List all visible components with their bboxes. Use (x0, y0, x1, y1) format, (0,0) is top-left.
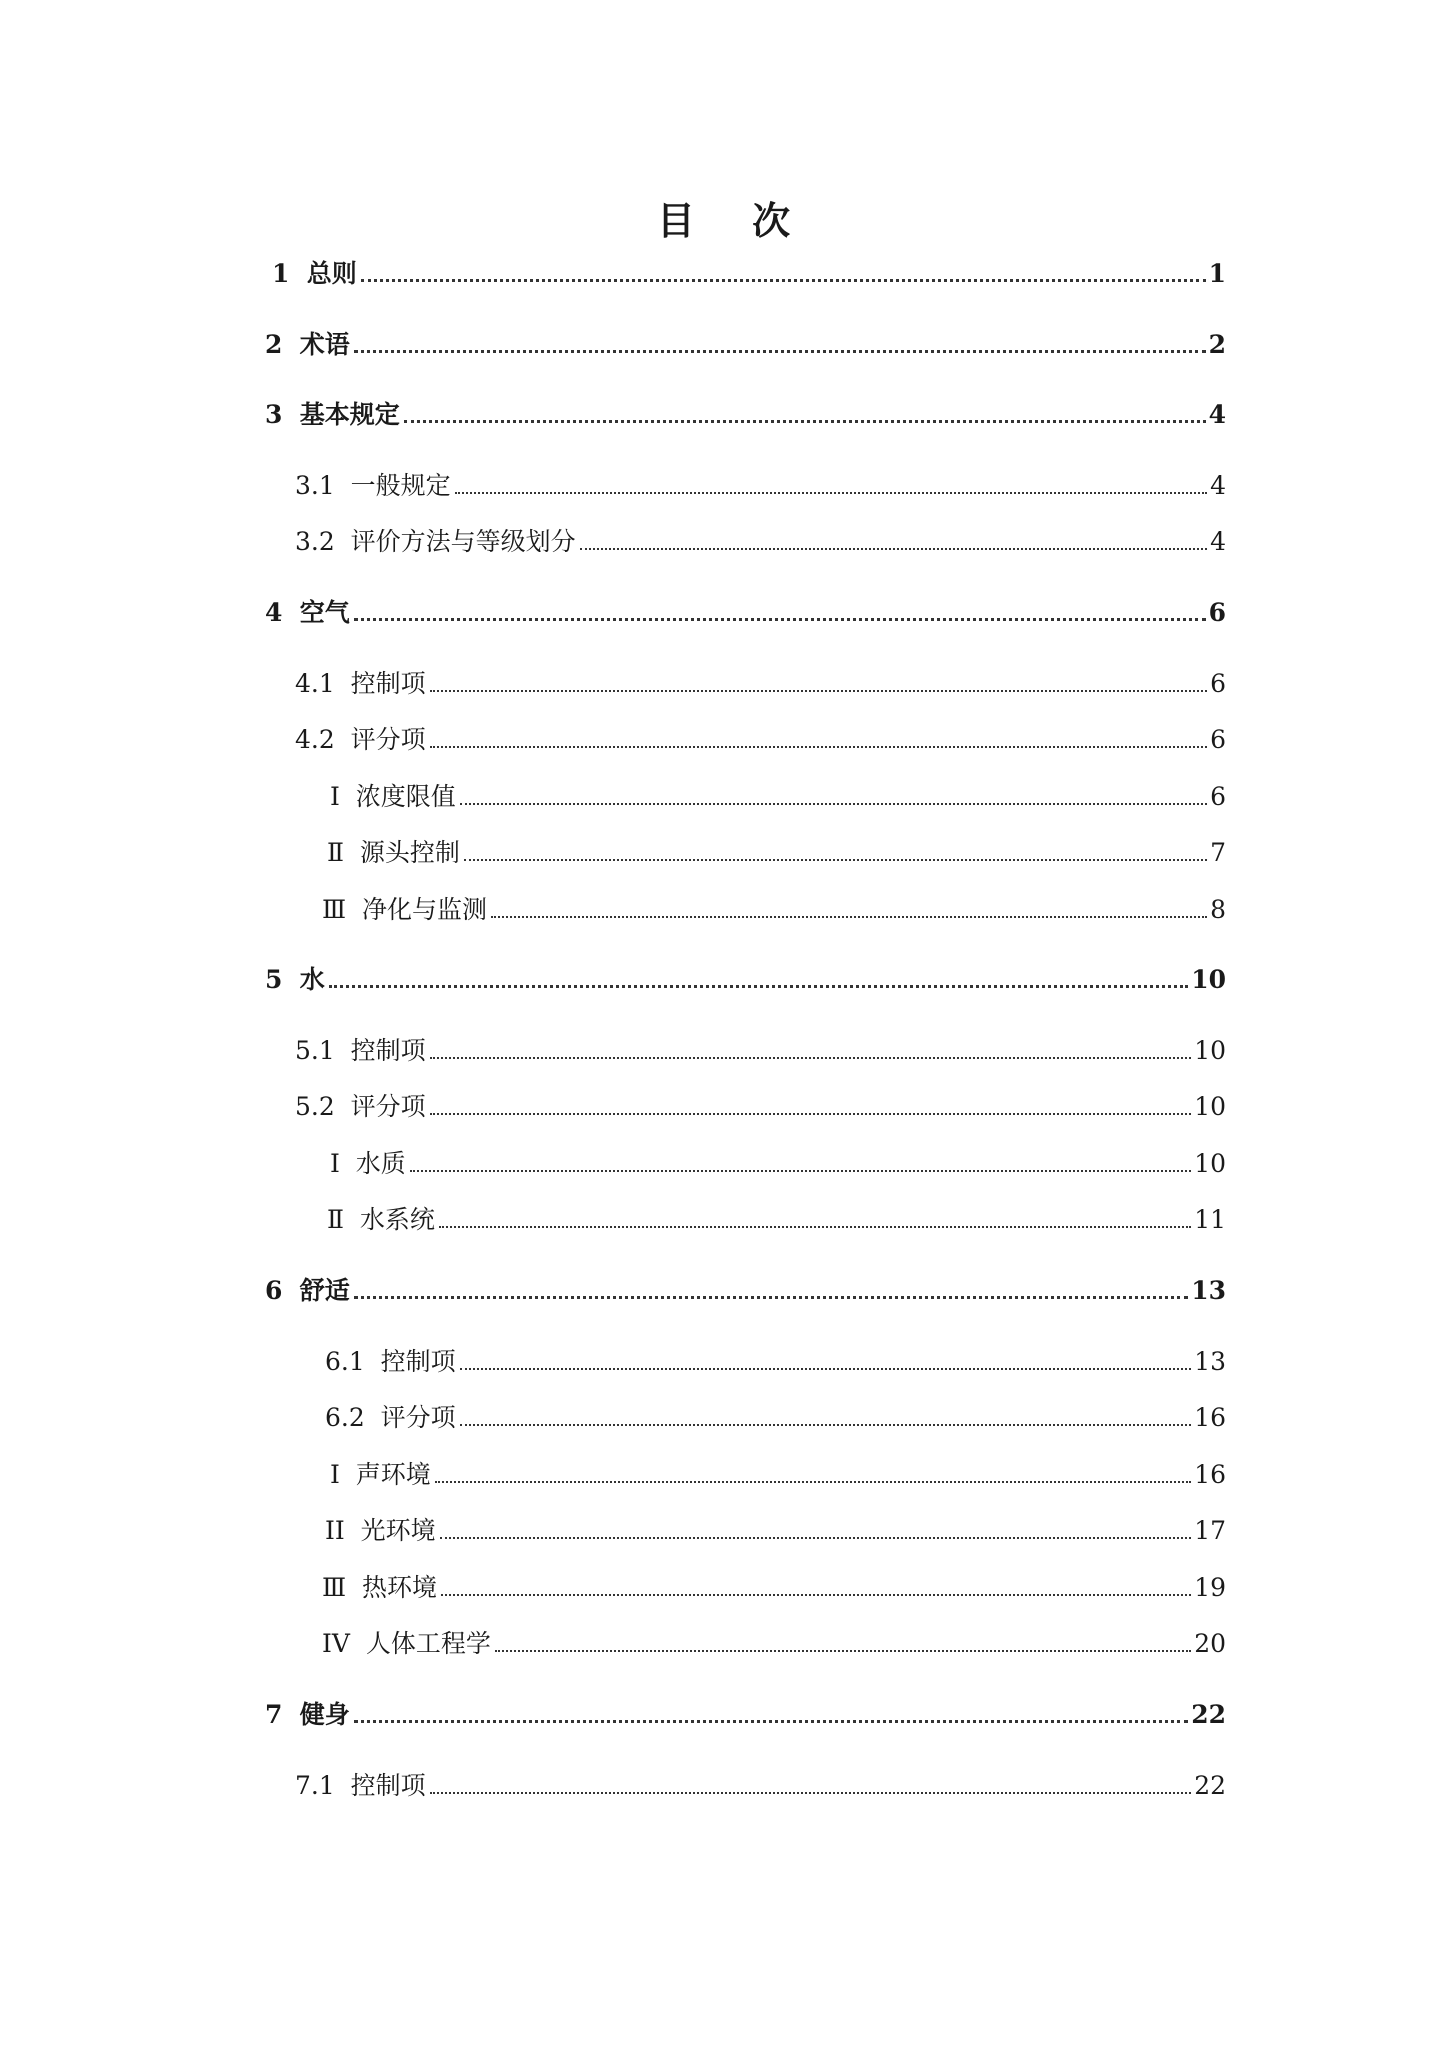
toc-entry[interactable] (265, 1274, 1226, 1308)
toc-entry[interactable] (295, 1090, 1226, 1124)
toc-entry-label: 7.1 控制项 (295, 1771, 426, 1800)
toc-entry-label: 4.2 评分项 (295, 725, 426, 754)
dot-leader (441, 1594, 1191, 1596)
toc-entry-page: 20 (1194, 1629, 1226, 1658)
toc-entry-page: 19 (1194, 1573, 1226, 1602)
toc-entry[interactable] (265, 1698, 1226, 1732)
dot-leader (440, 1537, 1192, 1539)
toc-entry-page: 16 (1194, 1403, 1226, 1432)
dot-leader (354, 618, 1206, 621)
toc-entry[interactable] (295, 723, 1226, 757)
toc-entry-page: 17 (1194, 1516, 1226, 1545)
toc-entry-page: 6 (1210, 725, 1226, 754)
toc-entry-page: 1 (1208, 259, 1226, 288)
toc-entry-label: 3 基本规定 (265, 400, 400, 429)
toc-entry-label: 2 术语 (265, 330, 350, 359)
toc-entry[interactable] (295, 525, 1226, 559)
toc-entry[interactable] (322, 1627, 1226, 1661)
dot-leader (329, 985, 1188, 988)
toc-entry-page: 16 (1194, 1460, 1226, 1489)
toc-entry-label: Ⅰ 水质 (330, 1149, 406, 1178)
toc-entry[interactable] (325, 1514, 1226, 1548)
dot-leader (580, 548, 1207, 550)
toc-entry-page: 22 (1191, 1700, 1226, 1729)
toc-entry-label: 4 空气 (265, 598, 350, 627)
toc-entry[interactable] (295, 469, 1226, 503)
dot-leader (430, 746, 1207, 748)
toc-entry-label: 3.1 一般规定 (295, 471, 451, 500)
dot-leader (455, 492, 1207, 494)
toc-entry[interactable] (295, 1769, 1226, 1803)
dot-leader (430, 1113, 1192, 1115)
toc-entry-page: 10 (1194, 1036, 1226, 1065)
toc-entry[interactable] (330, 1147, 1226, 1181)
toc-entry-label: 4.1 控制项 (295, 669, 426, 698)
toc-entry-page: 11 (1194, 1205, 1226, 1234)
dot-leader (460, 803, 1207, 805)
toc-entry[interactable] (295, 667, 1226, 701)
toc-entry-label: 5.1 控制项 (295, 1036, 426, 1065)
toc-entry-page: 6 (1208, 598, 1226, 627)
toc-entry-label: 6.2 评分项 (325, 1403, 456, 1432)
toc-entry-label: Ⅰ 声环境 (330, 1460, 431, 1489)
toc-entry[interactable] (265, 963, 1226, 997)
toc-entry-page: 10 (1194, 1149, 1226, 1178)
dot-leader (491, 916, 1207, 918)
dot-leader (460, 1368, 1192, 1370)
toc-entry-page: 6 (1210, 782, 1226, 811)
toc-entry-label: 1 总则 (272, 259, 357, 288)
toc-entry[interactable] (272, 257, 1226, 291)
toc-entry-page: 10 (1191, 965, 1226, 994)
toc-entry[interactable] (325, 1345, 1226, 1379)
toc-entry-label: Ⅲ 净化与监测 (322, 895, 488, 924)
toc-entry-label: IV 人体工程学 (322, 1629, 491, 1658)
dot-leader (430, 690, 1207, 692)
toc-entry[interactable] (330, 1458, 1226, 1492)
toc-entry-page: 4 (1210, 471, 1226, 500)
toc-entry-page: 7 (1210, 838, 1226, 867)
toc-entry[interactable] (327, 836, 1226, 870)
dot-leader (495, 1650, 1191, 1652)
dot-leader (439, 1226, 1191, 1228)
toc-entry-label: 5.2 评分项 (295, 1092, 426, 1121)
toc-entry[interactable] (325, 1401, 1226, 1435)
toc-entry-label: 7 健身 (265, 1700, 350, 1729)
dot-leader (410, 1170, 1191, 1172)
toc-entry[interactable] (330, 780, 1226, 814)
toc-title: 目 次 (656, 198, 813, 243)
toc-entry-label: II 光环境 (325, 1516, 436, 1545)
dot-leader (354, 350, 1206, 353)
toc-entry[interactable] (327, 1203, 1226, 1237)
toc-entry-label: 6.1 控制项 (325, 1347, 456, 1376)
toc-entry[interactable] (322, 1571, 1226, 1605)
dot-leader (430, 1057, 1192, 1059)
dot-leader (430, 1792, 1192, 1794)
toc-entry-page: 6 (1210, 669, 1226, 698)
toc-entry-label: Ⅱ 源头控制 (327, 838, 460, 867)
dot-leader (361, 279, 1206, 282)
toc-entry[interactable] (322, 893, 1226, 927)
toc-entry[interactable] (265, 328, 1226, 362)
toc-entry[interactable] (265, 398, 1226, 432)
toc-entry[interactable] (295, 1034, 1226, 1068)
toc-entry-label: Ⅰ 浓度限值 (330, 782, 456, 811)
dot-leader (354, 1296, 1188, 1299)
dot-leader (354, 1720, 1188, 1723)
toc-entry[interactable] (265, 596, 1226, 630)
toc-entry-page: 13 (1191, 1276, 1226, 1305)
toc-entry-label: Ⅲ 热环境 (322, 1573, 438, 1602)
toc-entry-page: 13 (1194, 1347, 1226, 1376)
toc-entry-page: 4 (1210, 527, 1226, 556)
toc-entry-label: 3.2 评价方法与等级划分 (295, 527, 576, 556)
toc-entry-page: 10 (1194, 1092, 1226, 1121)
dot-leader (460, 1424, 1192, 1426)
toc-entry-page: 8 (1210, 895, 1226, 924)
dot-leader (464, 859, 1207, 861)
toc-entry-label: 6 舒适 (265, 1276, 350, 1305)
dot-leader (404, 420, 1206, 423)
toc-entry-page: 4 (1208, 400, 1226, 429)
dot-leader (435, 1481, 1191, 1483)
toc-entry-page: 2 (1208, 330, 1226, 359)
toc-entry-label: Ⅱ 水系统 (327, 1205, 435, 1234)
toc-entry-label: 5 水 (265, 965, 325, 994)
toc-entry-page: 22 (1194, 1771, 1226, 1800)
